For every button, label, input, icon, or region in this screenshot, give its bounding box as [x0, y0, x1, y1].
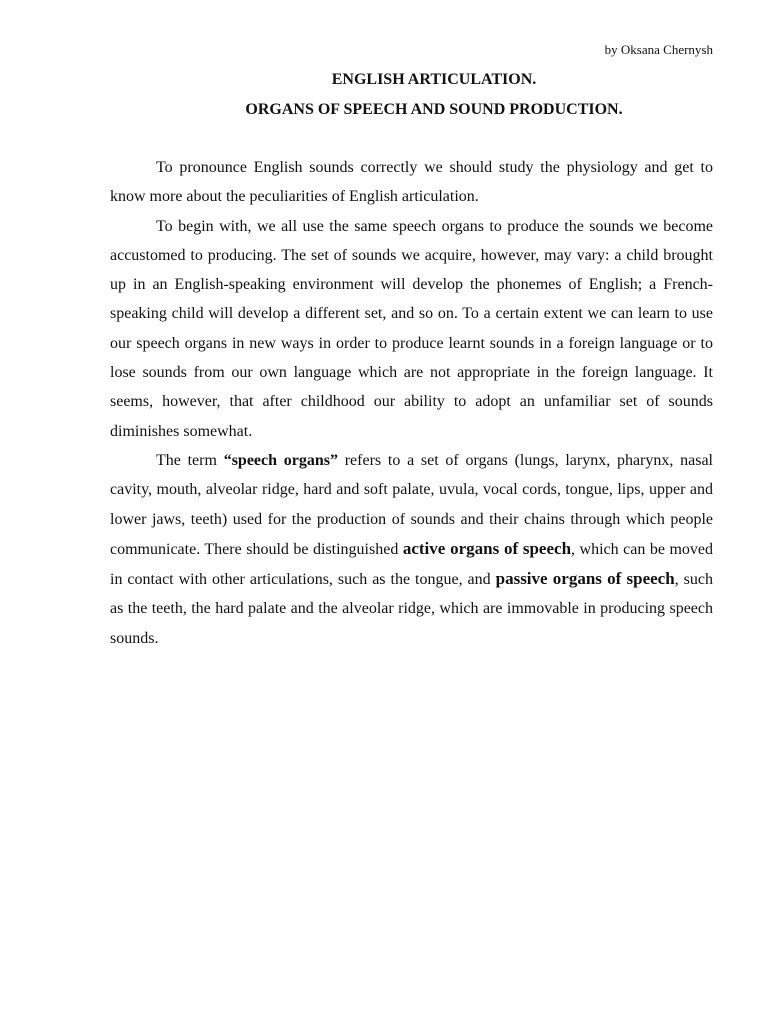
paragraph-2: To begin with, we all use the same speech organs to produce the sounds we become accustomed to producing. The set of sounds we acquire, however, may vary: a child brought up in an English-speaking environment will develop the phonemes of English; a French-speaking child will develop a different set, and so on. To a certain extent we can learn to use our speech organs in new ways in order to produce learnt sounds in a foreign language or to lose sounds from our own language which are not appropriate in the foreign language. It seems, however, that after childhood our ability to adopt an unfamiliar set of sounds diminishes somewhat. — [110, 217, 713, 440]
term-speech-organs: “speech organs” — [223, 451, 338, 469]
paragraph-3-text: The term — [156, 451, 224, 469]
paragraph-3-text: refers to a set of organs (lungs, larynx, pharynx, nasal cavity, mouth, alveolar ridge, hard and soft palate, uvula, vocal cords, tongue, lips, upper and lower jaws, teeth) used for the production of sounds and their chains through which people communicate. There should be distinguished — [110, 451, 713, 558]
document-title-line-1: ENGLISH ARTICULATION. — [331, 71, 537, 88]
body-text — [110, 153, 713, 653]
paragraph-3 — [110, 446, 713, 653]
term-passive-organs: passive organs of speech — [495, 569, 675, 589]
paragraph-3-text: , which can be moved in contact with other articulations, such as the tongue, and — [110, 540, 714, 589]
term-active-organs: active organs of speech — [402, 538, 572, 558]
paragraph-1: To pronounce English sounds correctly we should study the physiology and get to know more about the peculiarities of English articulation. — [110, 159, 713, 206]
document-title-line-2: ORGANS OF SPEECH AND SOUND PRODUCTION. — [245, 101, 623, 118]
paragraph-3-text: , such as the teeth, the hard palate and the alveolar ridge, which are immovable in producing speech sounds. — [110, 571, 713, 647]
author-line: by Oksana Chernysh — [604, 42, 713, 57]
